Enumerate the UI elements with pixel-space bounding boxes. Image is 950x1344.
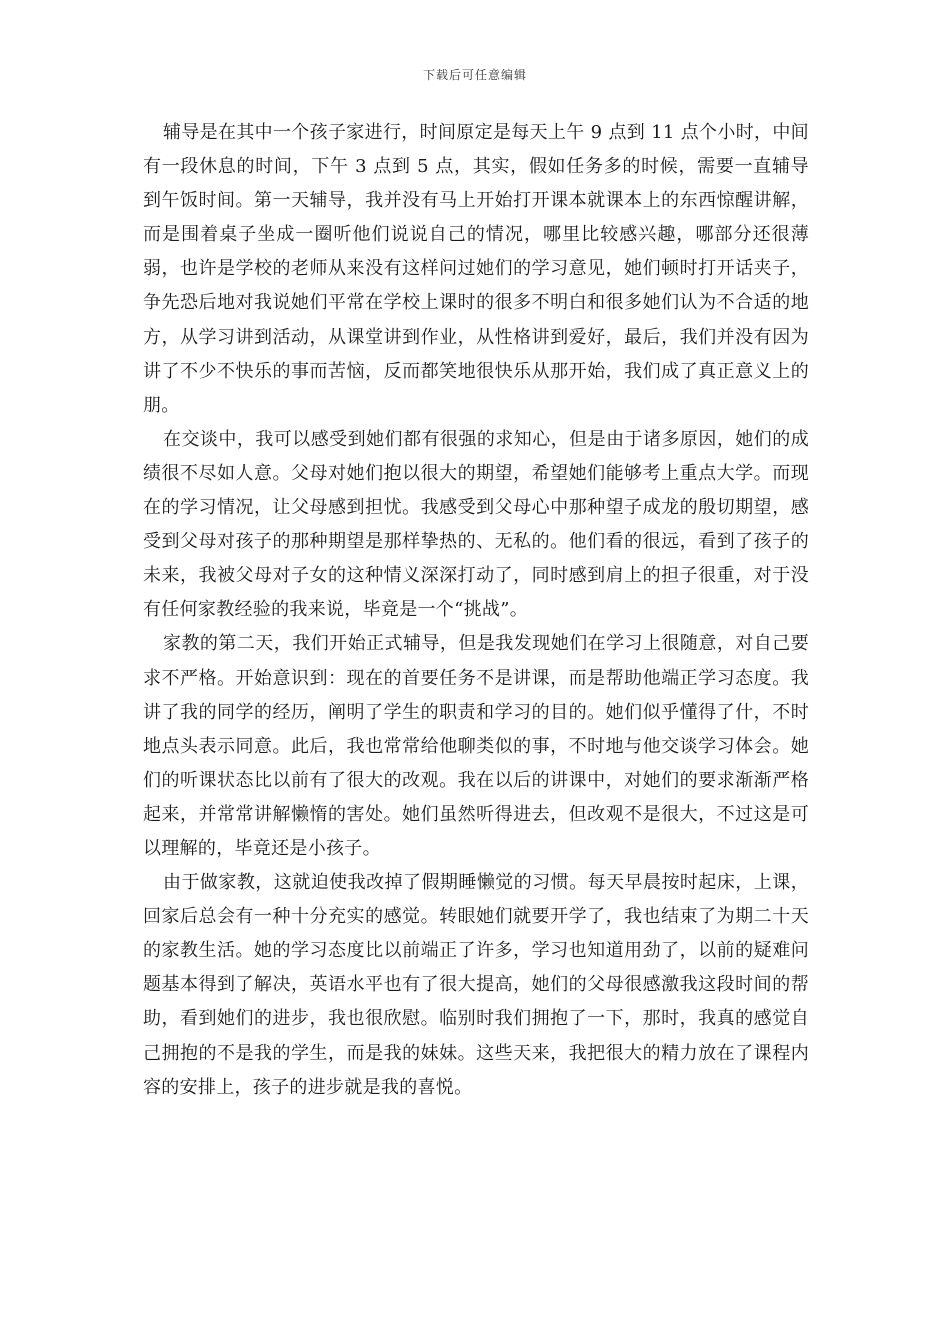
paragraph-3: 家教的第二天，我们开始正式辅导，但是我发现她们在学习上很随意，对自己要求不严格。开始意识到：现在的首要任务不是讲课，而是帮助他端正学习态度。我讲了我的同学的经历，阐明了学生的职责和学习的目的。她们似乎懂得了什，不时地点头表示同意。此后，我也常常给他聊类似的事，不时地与他交谈学习体会。她们的听课状态比以前有了很大的改观。我在以后的讲课中，对她们的要求渐渐严格起来，并常常讲解懒惰的害处。她们虽然听得进去，但改观不是很大，不过这是可以理解的，毕竟还是小孩子。 — [143, 633, 809, 859]
paragraph-1: 辅导是在其中一个孩子家进行，时间原定是每天上午 9 点到 11 点个小时，中间有一段休息的时间，下午 3 点到 5 点，其实，假如任务多的时候，需要一直辅导到午饭时间。第一天辅导，我并没有马上开始打开课本就课本上的东西惊醒讲解，而是围着桌子坐成一圈听他们说说自己的情况，哪里比较感兴趣，哪部分还很薄弱，也许是学校的老师从来没有这样问过她们的学习意见，她们顿时打开话夹子，争先恐后地对我说她们平常在学校上课时的很多不明白和很多她们认为不合适的地方，从学习讲到活动，从课堂讲到作业，从性格讲到爱好，最后，我们并没有因为讲了不少不快乐的事而苦恼，反而都笑地很快乐从那开始，我们成了真正意义上的朋。 — [143, 122, 809, 416]
paragraph-2: 在交谈中，我可以感受到她们都有很强的求知心，但是由于诸多原因，她们的成绩很不尽如人意。父母对她们抱以很大的期望，希望她们能够考上重点大学。而现在的学习情况，让父母感到担忧。我感受到父母心中那种望子成龙的殷切期望，感受到父母对孩子的那种期望是那样挚热的、无私的。他们看的很远，看到了孩子的未来，我被父母对子女的这种情义深深打动了，同时感到肩上的担子很重，对于没有任何家教经验的我来说，毕竟是一个“挑战”。 — [143, 428, 809, 621]
document-body — [143, 116, 809, 1105]
page-header: 下载后可任意编辑 — [422, 68, 527, 82]
paragraph-4: 由于做家教，这就迫使我改掉了假期睡懒觉的习惯。每天早晨按时起床，上课，回家后总会有一种十分充实的感觉。转眼她们就要开学了，我也结束了为期二十天的家教生活。她的学习态度比以前端正了许多，学习也知道用劲了，以前的疑难问题基本得到了解决，英语水平也有了很大提高，她们的父母很感激我这段时间的帮助，看到她们的进步，我也很欣慰。临别时我们拥抱了一下，那时，我真的感觉自己拥抱的不是我的学生，而是我的妹妹。这些天来，我把很大的精力放在了课程内容的安排上，孩子的进步就是我的喜悦。 — [143, 872, 809, 1098]
